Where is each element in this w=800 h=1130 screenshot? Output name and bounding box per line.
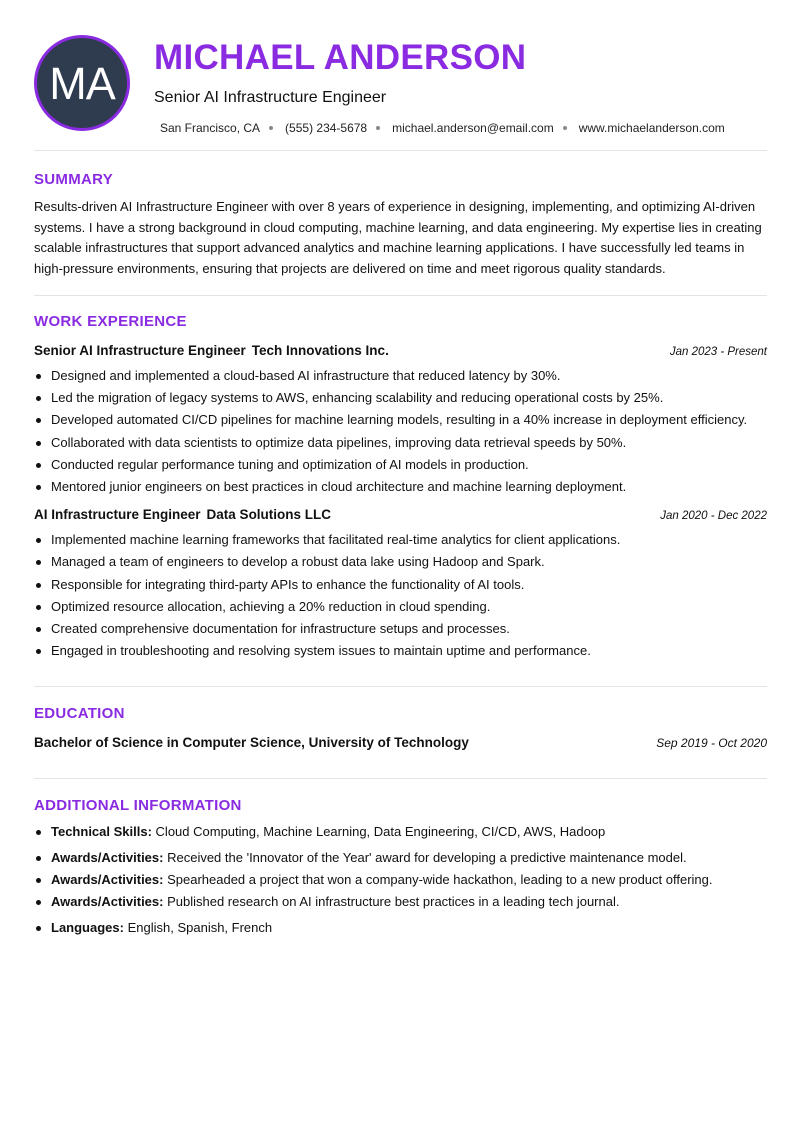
education-dates: Sep 2019 - Oct 2020 [656, 736, 767, 751]
education-degree: Bachelor of Science in Computer Science, University of Technology [34, 735, 469, 751]
info-label: Awards/Activities: [51, 894, 164, 910]
job-bullets [34, 365, 767, 498]
bullet-text: Conducted regular performance tuning and optimization of AI models in production. [51, 456, 529, 472]
education-heading: EDUCATION [34, 705, 125, 723]
summary-section [34, 151, 767, 296]
list-item [34, 821, 767, 843]
info-label: Awards/Activities: [51, 872, 164, 888]
bullet-icon [36, 926, 41, 931]
bullet-icon [36, 485, 41, 490]
candidate-name: MICHAEL ANDERSON [154, 38, 527, 77]
info-label: Technical Skills: [51, 824, 152, 840]
bullet-text: Responsible for integrating third-party APIs to enhance the functionality of AI tools. [51, 576, 525, 592]
info-text: Cloud Computing, Machine Learning, Data Engineering, CI/CD, AWS, Hadoop [155, 824, 606, 840]
info-text: Received the 'Innovator of the Year' award for developing a predictive maintenance model. [167, 850, 687, 866]
job-entry [34, 506, 767, 662]
list-item [34, 365, 767, 387]
candidate-title: Senior AI Infrastructure Engineer [154, 89, 387, 106]
bullet-text: Optimized resource allocation, achieving a 20% reduction in cloud spending. [51, 598, 491, 614]
bullet-icon [36, 418, 41, 423]
separator-dot-icon [376, 126, 380, 130]
job-entry [34, 342, 767, 498]
job-role-company [34, 342, 389, 360]
list-item [34, 454, 767, 476]
bullet-icon [36, 441, 41, 446]
list-item [34, 387, 767, 409]
separator-dot-icon [563, 126, 567, 130]
job-role: AI Infrastructure Engineer [34, 507, 201, 523]
list-item [34, 574, 767, 596]
bullet-icon [36, 463, 41, 468]
job-role: Senior AI Infrastructure Engineer [34, 343, 246, 358]
bullet-icon [36, 583, 41, 588]
job-bullets [34, 529, 767, 662]
summary-heading: SUMMARY [34, 171, 114, 188]
bullet-icon [36, 627, 41, 632]
list-item [34, 891, 767, 913]
list-item [34, 551, 767, 573]
contact-email[interactable]: michael.anderson@email.com [392, 121, 554, 135]
bullet-text: Designed and implemented a cloud-based AI infrastructure that reduced latency by 30%. [51, 368, 561, 383]
resume-header [34, 0, 767, 151]
avatar-initials: MA [49, 57, 115, 109]
list-item [34, 618, 767, 640]
info-text: English, Spanish, French [127, 920, 273, 936]
separator-dot-icon [269, 126, 273, 130]
list-item [34, 409, 767, 431]
info-label: Awards/Activities: [51, 850, 164, 866]
list-item [34, 529, 767, 551]
list-item [34, 432, 767, 454]
list-item [34, 476, 767, 498]
list-item [34, 847, 767, 869]
additional-information-section [34, 779, 767, 939]
bullet-text: Implemented machine learning frameworks that facilitated real-time analytics for client applications. [51, 532, 621, 548]
bullet-icon [36, 878, 41, 883]
job-dates: Jan 2020 - Dec 2022 [660, 510, 767, 523]
bullet-text: Created comprehensive documentation for infrastructure setups and processes. [51, 621, 510, 637]
bullet-text: Mentored junior engineers on best practices in cloud architecture and machine learning deployment. [51, 479, 627, 495]
contact-website[interactable]: www.michaelanderson.com [578, 121, 725, 135]
info-text: Spearheaded a project that won a company-wide hackathon, leading to a new product offering. [167, 872, 713, 888]
bullet-text: Collaborated with data scientists to optimize data pipelines, improving data retrieval speeds by 50%. [51, 434, 627, 450]
work-experience-section [34, 296, 767, 687]
bullet-text: Developed automated CI/CD pipelines for machine learning models, resulting in a 40% increase in deployment efficiency. [51, 412, 748, 428]
bullet-icon [36, 560, 41, 565]
list-item [34, 596, 767, 618]
bullet-icon [36, 396, 41, 401]
bullet-text: Engaged in troubleshooting and resolving system issues to maintain uptime and performance. [51, 643, 591, 659]
job-company: Data Solutions LLC [206, 507, 332, 523]
education-entry [34, 734, 767, 752]
job-company: Tech Innovations Inc. [251, 343, 389, 358]
info-text: Published research on AI infrastructure best practices in a leading tech journal. [167, 894, 620, 910]
job-dates: Jan 2023 - Present [669, 346, 767, 358]
contact-info [160, 121, 725, 135]
job-header [34, 342, 767, 361]
bullet-icon [36, 649, 41, 654]
summary-text: Results-driven AI Infrastructure Engineer with over 8 years of experience in designing, implementing, and optimizing AI-driven systems. I have a strong background in cloud computing, machine learning, and data engineering. My expertise lies in creating scalable infrastructures that support advanced analytics and machine learning applications. I have successfully led teams in high-pressure environments, ensuring that projects are delivered on time and meet rigorous quality standards. [34, 199, 762, 276]
avatar [34, 35, 130, 131]
job-header [34, 506, 767, 525]
bullet-text: Managed a team of engineers to develop a robust data lake using Hadoop and Spark. [51, 554, 545, 570]
list-item [34, 640, 767, 662]
bullet-icon [36, 900, 41, 905]
work-experience-heading: WORK EXPERIENCE [34, 313, 187, 330]
education-section [34, 687, 767, 779]
contact-location: San Francisco, CA [160, 121, 261, 135]
bullet-text: Led the migration of legacy systems to AWS, enhancing scalability and reducing operational costs by 25%. [51, 390, 664, 406]
bullet-icon [36, 374, 41, 379]
additional-info-list [34, 821, 767, 939]
bullet-icon [36, 856, 41, 861]
bullet-icon [36, 830, 41, 835]
bullet-icon [36, 605, 41, 610]
list-item [34, 869, 767, 891]
bullet-icon [36, 538, 41, 543]
additional-information-heading: ADDITIONAL INFORMATION [34, 797, 242, 815]
list-item [34, 917, 767, 939]
contact-phone: (555) 234-5678 [285, 121, 368, 135]
info-label: Languages: [51, 920, 124, 936]
job-role-company [34, 506, 331, 524]
